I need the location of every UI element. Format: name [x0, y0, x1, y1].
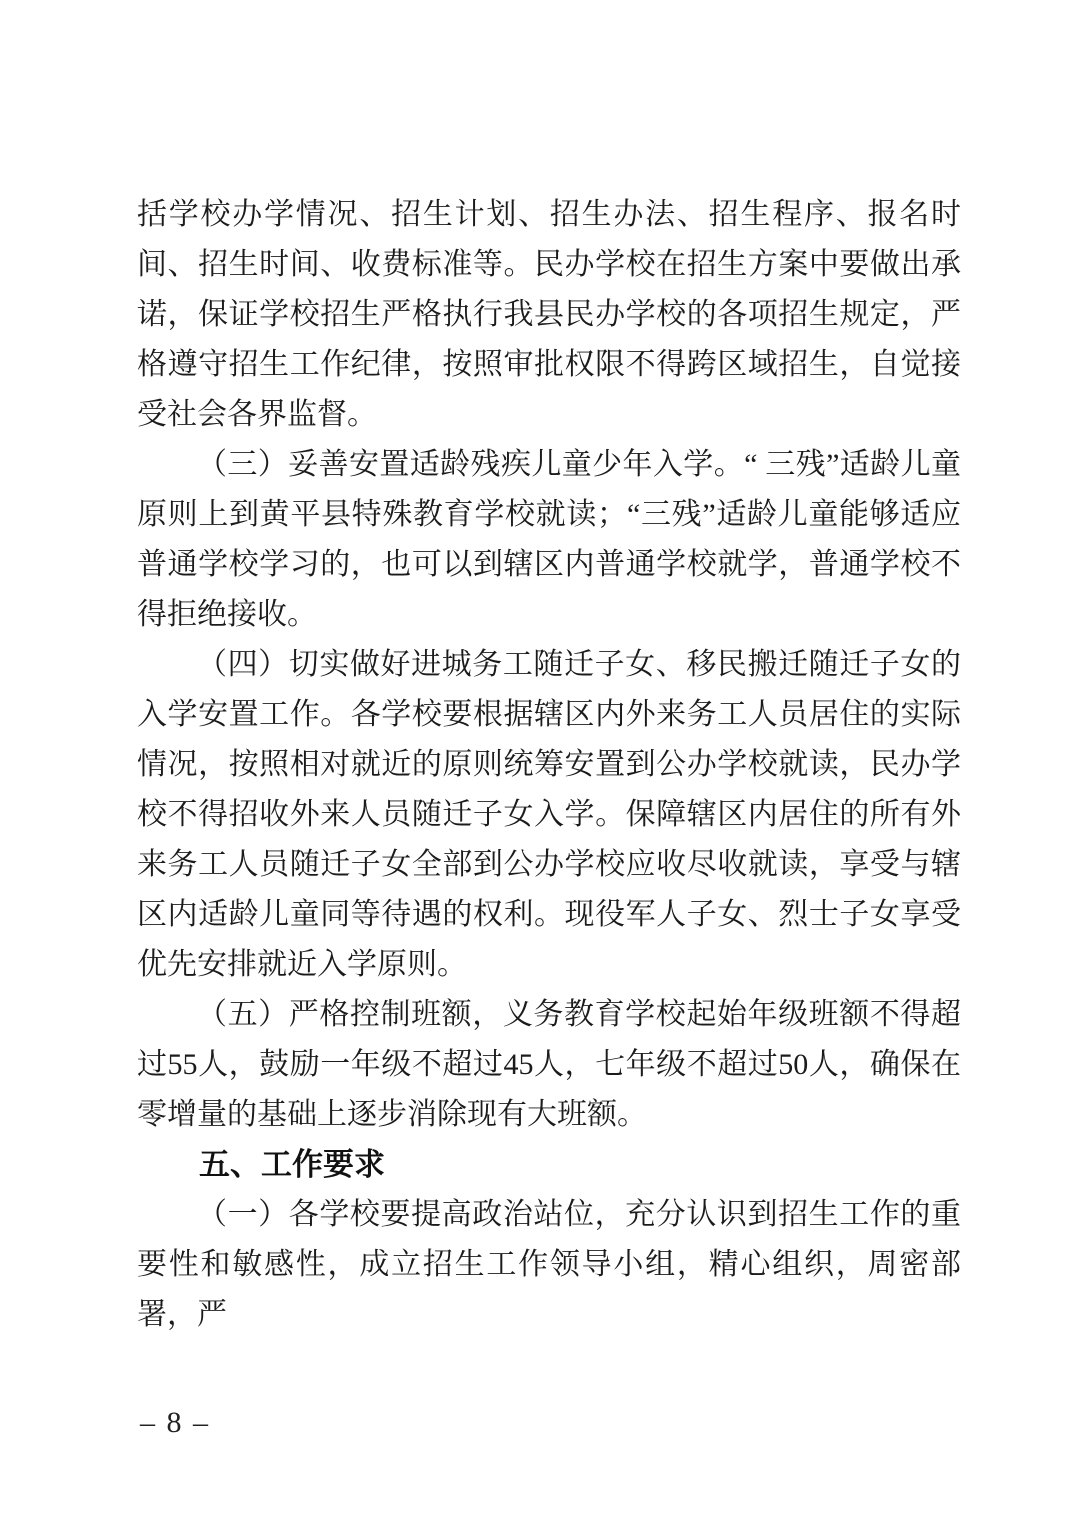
paragraph-item-3: （三）妥善安置适龄残疾儿童少年入学。“ 三残”适龄儿童原则上到黄平县特殊教育学校就读；“三残”适龄儿童能够适应普通学校学习的，也可以到辖区内普通学校就学，普通学校不得拒绝接收。	[137, 448, 961, 631]
paragraph-continuation: 括学校办学情况、招生计划、招生办法、招生程序、报名时间、招生时间、收费标准等。民办学校在招生方案中要做出承诺，保证学校招生严格执行我县民办学校的各项招生规定，严格遵守招生工作纪律，按照审批权限不得跨区域招生，自觉接受社会各界监督。	[137, 198, 961, 431]
document-text-block	[137, 190, 961, 1340]
section-heading-work-requirements: 五、工作要求	[199, 1147, 385, 1182]
paragraph-item-4: （四）切实做好进城务工随迁子女、移民搬迁随迁子女的入学安置工作。各学校要根据辖区内外来务工人员居住的实际情况，按照相对就近的原则统筹安置到公办学校就读，民办学校不得招收外来人员随迁子女入学。保障辖区内居住的所有外来务工人员随迁子女全部到公办学校应收尽收就读，享受与辖区内适龄儿童同等待遇的权利。现役军人子女、烈士子女享受优先安排就近入学原则。	[137, 648, 961, 981]
paragraph-item-1: （一）各学校要提高政治站位，充分认识到招生工作的重要性和敏感性，成立招生工作领导小组，精心组织，周密部署，严	[137, 1198, 961, 1331]
page-number: – 8 –	[140, 1406, 210, 1439]
paragraph-item-5: （五）严格控制班额，义务教育学校起始年级班额不得超过55人，鼓励一年级不超过45人，七年级不超过50人，确保在零增量的基础上逐步消除现有大班额。	[137, 998, 961, 1131]
